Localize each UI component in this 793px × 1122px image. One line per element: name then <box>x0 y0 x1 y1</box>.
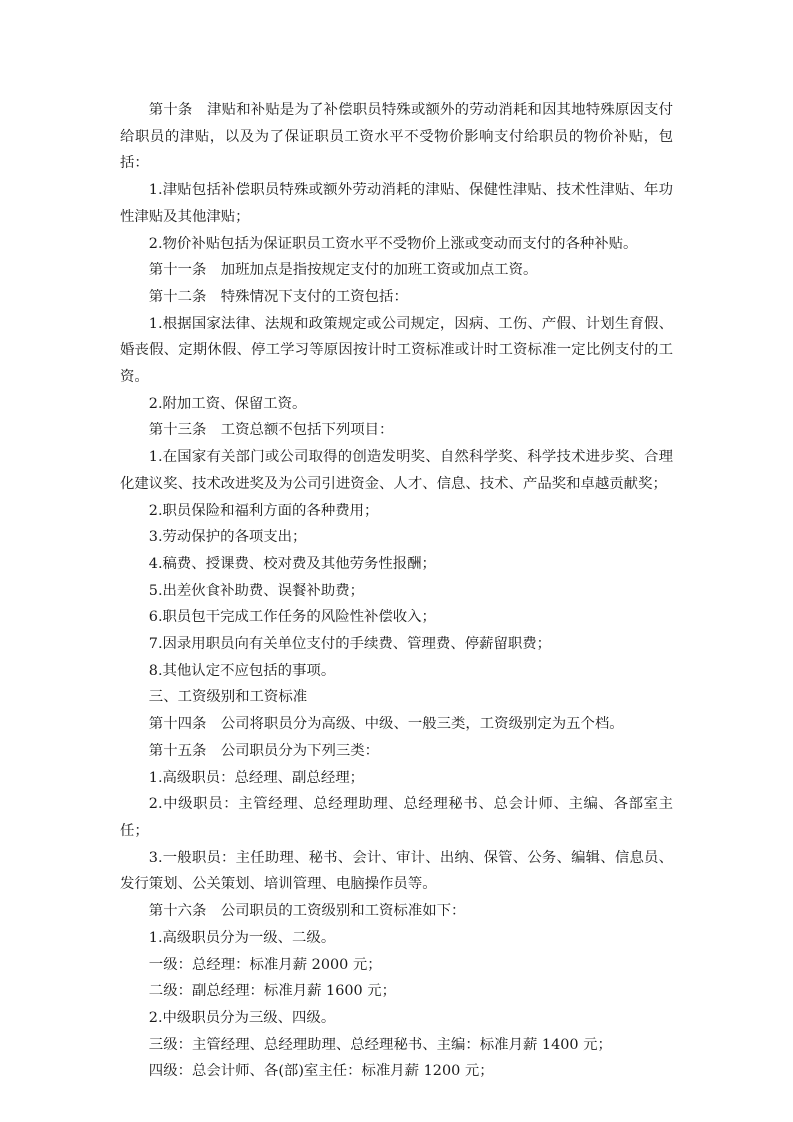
paragraph-article-10: 第十条 津贴和补贴是为了补偿职员特殊或额外的劳动消耗和因其地特殊原因支付给职员的津贴，以及为了保证职员工资水平不受物价影响支付给职员的物价补贴，包括： <box>120 102 673 172</box>
paragraph-excluded-4: 4.稿费、授课费、校对费及其他劳务性报酬； <box>148 555 436 572</box>
paragraph-senior-levels: 1.高级职员分为一级、二级。 <box>148 929 336 946</box>
paragraph-middle-levels: 2.中级职员分为三级、四级。 <box>148 1009 336 1026</box>
paragraph-allowance-1: 1.津贴包括补偿职员特殊或额外劳动消耗的津贴、保健性津贴、技术性津贴、年功性津贴及其他津贴； <box>120 182 673 225</box>
paragraph-article-15: 第十五条 公司职员分为下列三类： <box>148 742 380 759</box>
paragraph-article-13: 第十三条 工资总额不包括下列项目： <box>148 422 394 439</box>
paragraph-special-2: 2.附加工资、保留工资。 <box>148 395 307 412</box>
paragraph-category-2: 2.中级职员：主管经理、总经理助理、总经理秘书、总会计师、主编、各部室主任； <box>120 796 673 839</box>
paragraph-article-12: 第十二条 特殊情况下支付的工资包括： <box>148 288 408 305</box>
paragraph-article-14: 第十四条 公司将职员分为高级、中级、一般三类，工资级别定为五个档。 <box>148 716 624 733</box>
paragraph-excluded-1: 1.在国家有关部门或公司取得的创造发明奖、自然科学奖、科学技术进步奖、合理化建议奖、技术改进奖及为公司引进资金、人才、信息、技术、产品奖和卓越贡献奖； <box>120 449 673 492</box>
document-page <box>120 97 673 1085</box>
paragraph-special-1: 1.根据国家法律、法规和政策规定或公司规定，因病、工伤、产假、计划生育假、婚丧假、定期休假、停工学习等原因按计时工资标准或计时工资标准一定比例支付的工资。 <box>120 315 673 386</box>
paragraph-level-4: 四级：总会计师、各(部)室主任：标准月薪 1200 元； <box>148 1063 494 1080</box>
paragraph-excluded-2: 2.职员保险和福利方面的各种费用； <box>148 502 379 519</box>
paragraph-excluded-6: 6.职员包干完成工作任务的风险性补偿收入； <box>148 609 436 626</box>
paragraph-level-1: 一级：总经理：标准月薪 2000 元； <box>148 956 382 973</box>
section-heading-3: 三、工资级别和工资标准 <box>148 689 308 706</box>
paragraph-level-2: 二级：副总经理：标准月薪 1600 元； <box>148 983 397 1000</box>
paragraph-excluded-7: 7.因录用职员向有关单位支付的手续费、管理费、停薪留职费； <box>148 636 552 653</box>
paragraph-excluded-5: 5.出差伙食补助费、误餐补助费； <box>148 582 364 599</box>
paragraph-excluded-3: 3.劳动保护的各项支出； <box>148 529 307 546</box>
paragraph-category-3: 3.一般职员：主任助理、秘书、会计、审计、出纳、保管、公务、编辑、信息员、发行策划、公关策划、培训管理、电脑操作员等。 <box>120 849 673 893</box>
paragraph-level-3: 三级：主管经理、总经理助理、总经理秘书、主编：标准月薪 1400 元； <box>148 1036 612 1053</box>
paragraph-article-16: 第十六条 公司职员的工资级别和工资标准如下： <box>148 903 466 920</box>
paragraph-article-11: 第十一条 加班加点是指按规定支付的加班工资或加点工资。 <box>148 262 538 279</box>
paragraph-allowance-2: 2.物价补贴包括为保证职员工资水平不受物价上涨或变动而支付的各种补贴。 <box>148 235 638 252</box>
paragraph-category-1: 1.高级职员：总经理、副总经理； <box>148 769 364 786</box>
paragraph-excluded-8: 8.其他认定不应包括的事项。 <box>148 662 336 679</box>
